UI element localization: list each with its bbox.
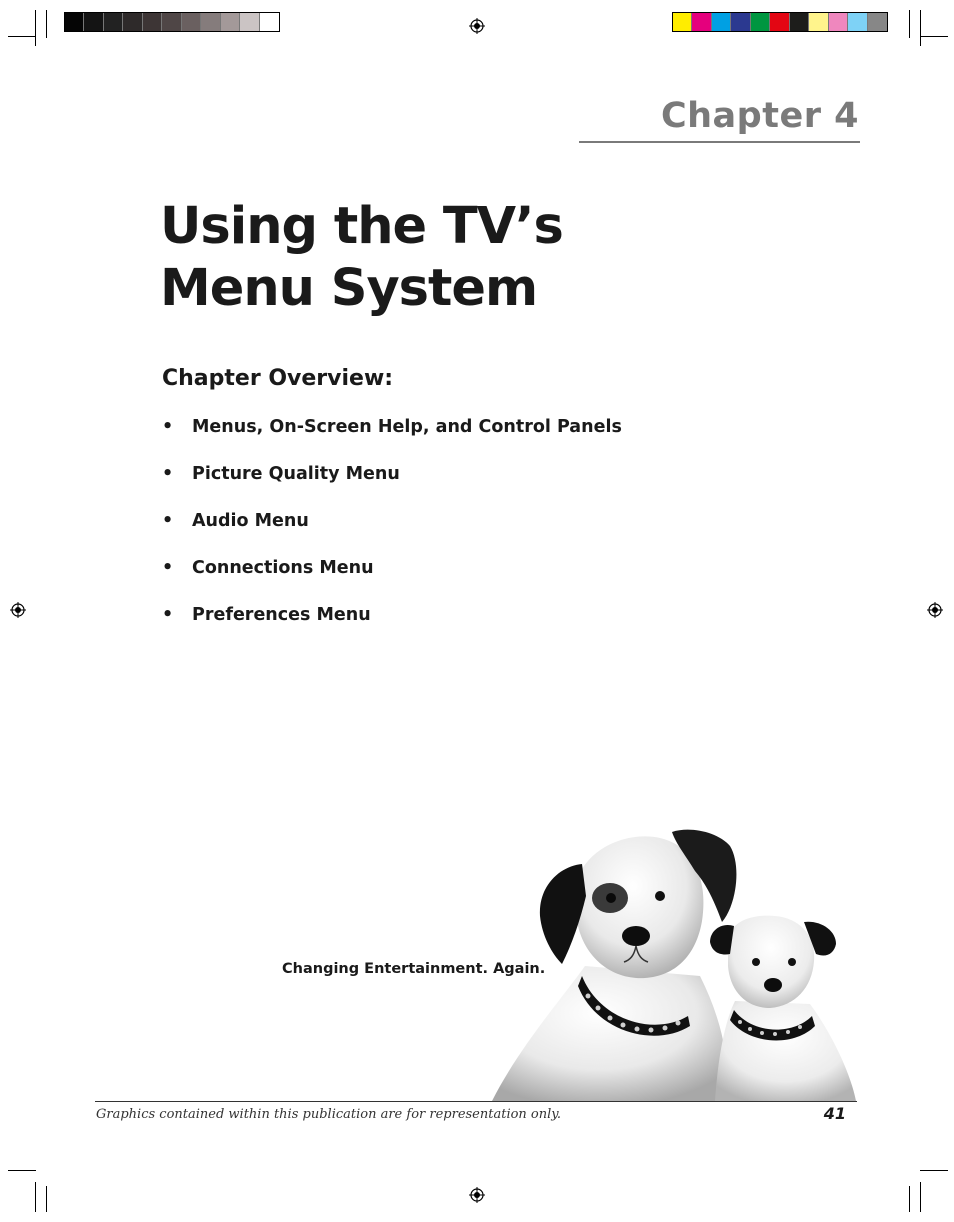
color-swatch — [162, 13, 181, 31]
color-swatch — [712, 13, 731, 31]
color-swatch — [104, 13, 123, 31]
grayscale-color-bar — [64, 12, 280, 32]
bullet-icon: • — [162, 464, 174, 484]
process-color-bar — [672, 12, 888, 32]
footer-note: Graphics contained within this publication are for representation only. — [96, 1107, 562, 1122]
page-title-line-2: Menu System — [160, 259, 538, 318]
list-item — [162, 605, 622, 652]
color-swatch — [770, 13, 789, 31]
color-swatch — [868, 13, 887, 31]
list-item-label: Picture Quality Menu — [192, 464, 400, 484]
color-swatch — [848, 13, 867, 31]
registration-mark-icon — [469, 1187, 485, 1203]
color-swatch — [240, 13, 259, 31]
footer-divider — [95, 1101, 857, 1102]
list-item-label: Preferences Menu — [192, 605, 371, 625]
brand-tagline: Changing Entertainment. Again. — [282, 961, 546, 977]
chapter-label: Chapter 4 — [660, 96, 859, 136]
page-title — [160, 196, 563, 320]
list-item-label: Audio Menu — [192, 511, 309, 531]
color-swatch — [123, 13, 142, 31]
overview-heading: Chapter Overview: — [162, 366, 394, 391]
color-swatch — [829, 13, 848, 31]
list-item — [162, 511, 622, 558]
color-swatch — [673, 13, 692, 31]
bullet-icon: • — [162, 417, 174, 437]
list-item-label: Connections Menu — [192, 558, 374, 578]
list-item-label: Menus, On-Screen Help, and Control Panels — [192, 417, 622, 437]
list-item — [162, 417, 622, 464]
color-swatch — [751, 13, 770, 31]
registration-mark-icon — [469, 18, 485, 34]
color-swatch — [790, 13, 809, 31]
color-swatch — [731, 13, 750, 31]
color-swatch — [809, 13, 828, 31]
registration-mark-icon — [10, 602, 26, 618]
bullet-icon: • — [162, 605, 174, 625]
page-title-line-1: Using the TV’s — [160, 197, 563, 256]
color-swatch — [182, 13, 201, 31]
color-swatch — [143, 13, 162, 31]
list-item — [162, 558, 622, 605]
color-swatch — [692, 13, 711, 31]
page-number: 41 — [823, 1104, 846, 1123]
bullet-icon: • — [162, 511, 174, 531]
color-swatch — [84, 13, 103, 31]
registration-mark-icon — [927, 602, 943, 618]
color-swatch — [260, 13, 279, 31]
overview-list — [162, 417, 622, 652]
color-swatch — [65, 13, 84, 31]
list-item — [162, 464, 622, 511]
chapter-divider — [579, 141, 860, 143]
bullet-icon: • — [162, 558, 174, 578]
dogs-photo — [490, 826, 860, 1101]
color-swatch — [201, 13, 220, 31]
color-swatch — [221, 13, 240, 31]
